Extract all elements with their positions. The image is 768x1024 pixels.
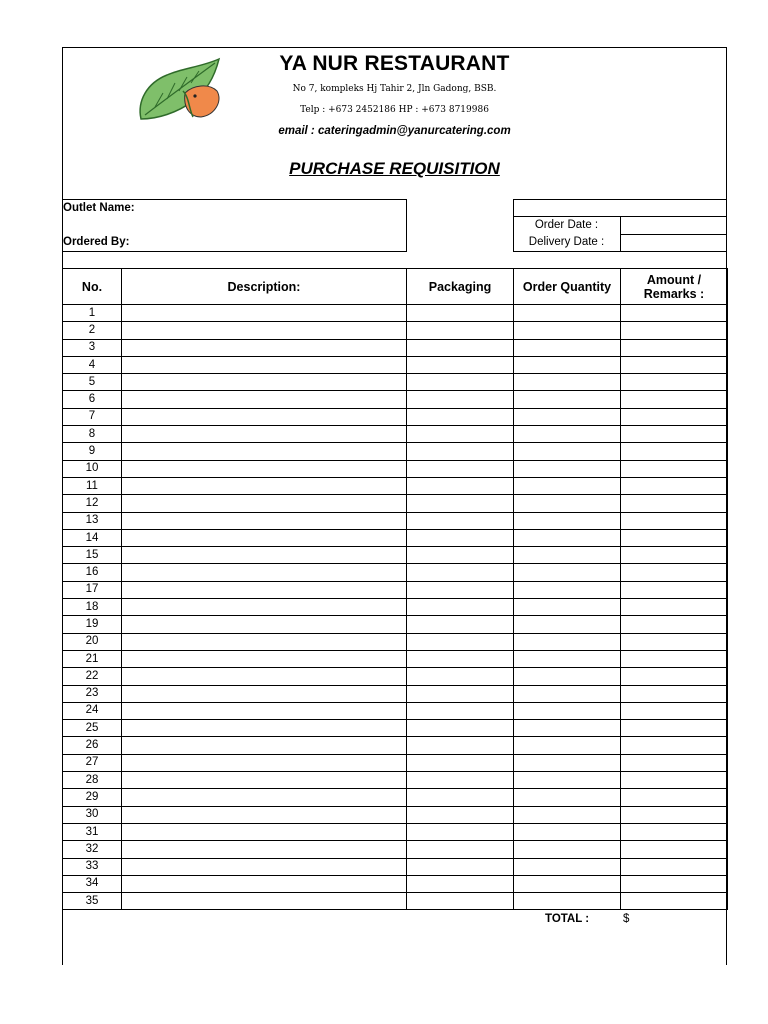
amount-remarks-cell[interactable] xyxy=(621,685,728,702)
order-quantity-cell[interactable] xyxy=(514,685,621,702)
amount-remarks-cell[interactable] xyxy=(621,702,728,719)
packaging-cell[interactable] xyxy=(407,772,514,789)
amount-remarks-cell[interactable] xyxy=(621,356,728,373)
order-quantity-cell[interactable] xyxy=(514,841,621,858)
order-quantity-cell[interactable] xyxy=(514,806,621,823)
column-header-no: No. xyxy=(63,269,122,305)
packaging-cell[interactable] xyxy=(407,702,514,719)
table-row xyxy=(63,460,728,477)
packaging-cell[interactable] xyxy=(407,858,514,875)
row-number: 21 xyxy=(63,650,122,667)
order-quantity-cell[interactable] xyxy=(514,702,621,719)
table-row xyxy=(63,426,728,443)
description-cell[interactable] xyxy=(122,633,407,650)
table-row xyxy=(63,875,728,892)
order-quantity-cell[interactable] xyxy=(514,772,621,789)
row-number: 2 xyxy=(63,322,122,339)
order-quantity-cell[interactable] xyxy=(514,529,621,546)
order-quantity-cell[interactable] xyxy=(514,408,621,425)
row-number: 13 xyxy=(63,512,122,529)
row-number: 28 xyxy=(63,772,122,789)
table-row xyxy=(63,616,728,633)
description-cell[interactable] xyxy=(122,305,407,322)
table-row xyxy=(63,529,728,546)
order-quantity-cell[interactable] xyxy=(514,858,621,875)
order-quantity-cell[interactable] xyxy=(514,875,621,892)
description-cell[interactable] xyxy=(122,823,407,840)
amount-remarks-cell[interactable] xyxy=(621,391,728,408)
table-row xyxy=(63,477,728,494)
order-date-field[interactable] xyxy=(621,217,726,233)
description-cell[interactable] xyxy=(122,599,407,616)
amount-remarks-cell[interactable] xyxy=(621,650,728,667)
packaging-cell[interactable] xyxy=(407,356,514,373)
amount-remarks-cell[interactable] xyxy=(621,633,728,650)
row-number: 11 xyxy=(63,477,122,494)
description-cell[interactable] xyxy=(122,875,407,892)
packaging-cell[interactable] xyxy=(407,322,514,339)
packaging-cell[interactable] xyxy=(407,737,514,754)
table-row xyxy=(63,668,728,685)
row-number: 20 xyxy=(63,633,122,650)
table-row xyxy=(63,443,728,460)
description-cell[interactable] xyxy=(122,841,407,858)
table-row xyxy=(63,322,728,339)
packaging-cell[interactable] xyxy=(407,477,514,494)
table-row xyxy=(63,893,728,910)
order-quantity-cell[interactable] xyxy=(514,893,621,910)
row-number: 4 xyxy=(63,356,122,373)
description-cell[interactable] xyxy=(122,322,407,339)
row-number: 1 xyxy=(63,305,122,322)
table-row xyxy=(63,650,728,667)
row-number: 5 xyxy=(63,374,122,391)
packaging-cell[interactable] xyxy=(407,529,514,546)
order-quantity-cell[interactable] xyxy=(514,426,621,443)
amount-remarks-cell[interactable] xyxy=(621,581,728,598)
description-cell[interactable] xyxy=(122,858,407,875)
amount-remarks-cell[interactable] xyxy=(621,823,728,840)
order-quantity-cell[interactable] xyxy=(514,322,621,339)
description-cell[interactable] xyxy=(122,789,407,806)
table-row xyxy=(63,356,728,373)
packaging-cell[interactable] xyxy=(407,893,514,910)
description-cell[interactable] xyxy=(122,893,407,910)
row-number: 26 xyxy=(63,737,122,754)
row-number: 25 xyxy=(63,720,122,737)
column-header-packaging: Packaging xyxy=(407,269,514,305)
order-quantity-cell[interactable] xyxy=(514,477,621,494)
table-row xyxy=(63,858,728,875)
packaging-cell[interactable] xyxy=(407,650,514,667)
row-number: 22 xyxy=(63,668,122,685)
order-quantity-cell[interactable] xyxy=(514,374,621,391)
order-quantity-cell[interactable] xyxy=(514,443,621,460)
amount-remarks-cell[interactable] xyxy=(621,841,728,858)
table-row xyxy=(63,564,728,581)
amount-remarks-cell[interactable] xyxy=(621,322,728,339)
table-row xyxy=(63,823,728,840)
description-cell[interactable] xyxy=(122,772,407,789)
description-cell[interactable] xyxy=(122,460,407,477)
packaging-cell[interactable] xyxy=(407,599,514,616)
amount-remarks-cell[interactable] xyxy=(621,806,728,823)
column-header-description: Description: xyxy=(122,269,407,305)
amount-remarks-cell[interactable] xyxy=(621,737,728,754)
row-number: 19 xyxy=(63,616,122,633)
order-quantity-cell[interactable] xyxy=(514,823,621,840)
description-cell[interactable] xyxy=(122,702,407,719)
order-quantity-cell[interactable] xyxy=(514,339,621,356)
items-table xyxy=(62,268,728,910)
order-quantity-cell[interactable] xyxy=(514,650,621,667)
order-quantity-cell[interactable] xyxy=(514,754,621,771)
table-row xyxy=(63,841,728,858)
packaging-cell[interactable] xyxy=(407,789,514,806)
order-quantity-cell[interactable] xyxy=(514,564,621,581)
packaging-cell[interactable] xyxy=(407,823,514,840)
packaging-cell[interactable] xyxy=(407,408,514,425)
table-row xyxy=(63,633,728,650)
row-number: 23 xyxy=(63,685,122,702)
row-number: 18 xyxy=(63,599,122,616)
amount-remarks-cell[interactable] xyxy=(621,477,728,494)
packaging-cell[interactable] xyxy=(407,443,514,460)
table-row xyxy=(63,547,728,564)
total-label: TOTAL : xyxy=(545,913,590,925)
row-number: 29 xyxy=(63,789,122,806)
packaging-cell[interactable] xyxy=(407,875,514,892)
amount-remarks-cell[interactable] xyxy=(621,512,728,529)
order-quantity-cell[interactable] xyxy=(514,512,621,529)
table-row xyxy=(63,789,728,806)
amount-remarks-cell[interactable] xyxy=(621,529,728,546)
table-row xyxy=(63,806,728,823)
packaging-cell[interactable] xyxy=(407,754,514,771)
order-date-label: Order Date : xyxy=(534,219,599,231)
order-quantity-cell[interactable] xyxy=(514,616,621,633)
row-number: 3 xyxy=(63,339,122,356)
description-cell[interactable] xyxy=(122,668,407,685)
amount-remarks-cell[interactable] xyxy=(621,720,728,737)
row-number: 16 xyxy=(63,564,122,581)
row-number: 14 xyxy=(63,529,122,546)
description-cell[interactable] xyxy=(122,685,407,702)
description-cell[interactable] xyxy=(122,408,407,425)
amount-remarks-cell[interactable] xyxy=(621,875,728,892)
amount-remarks-cell[interactable] xyxy=(621,599,728,616)
packaging-cell[interactable] xyxy=(407,581,514,598)
packaging-cell[interactable] xyxy=(407,633,514,650)
row-number: 30 xyxy=(63,806,122,823)
table-row xyxy=(63,374,728,391)
row-number: 6 xyxy=(63,391,122,408)
row-number: 12 xyxy=(63,495,122,512)
amount-remarks-cell[interactable] xyxy=(621,754,728,771)
order-quantity-cell[interactable] xyxy=(514,581,621,598)
row-number: 32 xyxy=(63,841,122,858)
amount-remarks-cell[interactable] xyxy=(621,408,728,425)
amount-remarks-cell[interactable] xyxy=(621,374,728,391)
description-cell[interactable] xyxy=(122,529,407,546)
description-cell[interactable] xyxy=(122,737,407,754)
description-cell[interactable] xyxy=(122,720,407,737)
amount-remarks-cell[interactable] xyxy=(621,443,728,460)
order-quantity-cell[interactable] xyxy=(514,737,621,754)
table-row xyxy=(63,599,728,616)
packaging-cell[interactable] xyxy=(407,374,514,391)
table-row xyxy=(63,581,728,598)
row-number: 9 xyxy=(63,443,122,460)
row-number: 10 xyxy=(63,460,122,477)
packaging-cell[interactable] xyxy=(407,668,514,685)
description-cell[interactable] xyxy=(122,426,407,443)
table-row xyxy=(63,685,728,702)
amount-remarks-cell[interactable] xyxy=(621,426,728,443)
amount-remarks-cell[interactable] xyxy=(621,339,728,356)
packaging-cell[interactable] xyxy=(407,495,514,512)
table-row xyxy=(63,720,728,737)
description-cell[interactable] xyxy=(122,512,407,529)
packaging-cell[interactable] xyxy=(407,305,514,322)
table-row xyxy=(63,772,728,789)
order-quantity-cell[interactable] xyxy=(514,391,621,408)
ordered-by-label: Ordered By: xyxy=(63,236,130,248)
packaging-cell[interactable] xyxy=(407,547,514,564)
packaging-cell[interactable] xyxy=(407,512,514,529)
order-quantity-cell[interactable] xyxy=(514,547,621,564)
order-quantity-cell[interactable] xyxy=(514,305,621,322)
packaging-cell[interactable] xyxy=(407,806,514,823)
description-cell[interactable] xyxy=(122,564,407,581)
table-row xyxy=(63,339,728,356)
description-cell[interactable] xyxy=(122,339,407,356)
table-header-row xyxy=(63,269,728,305)
restaurant-name: YA NUR RESTAURANT xyxy=(279,52,510,75)
row-number: 17 xyxy=(63,581,122,598)
packaging-cell[interactable] xyxy=(407,685,514,702)
packaging-cell[interactable] xyxy=(407,460,514,477)
delivery-date-label: Delivery Date : xyxy=(528,236,605,248)
row-number: 24 xyxy=(63,702,122,719)
description-cell[interactable] xyxy=(122,443,407,460)
packaging-cell[interactable] xyxy=(407,564,514,581)
description-cell[interactable] xyxy=(122,806,407,823)
row-number: 8 xyxy=(63,426,122,443)
amount-remarks-cell[interactable] xyxy=(621,789,728,806)
table-row xyxy=(63,391,728,408)
description-cell[interactable] xyxy=(122,650,407,667)
total-currency: $ xyxy=(623,913,630,925)
description-cell[interactable] xyxy=(122,374,407,391)
order-quantity-cell[interactable] xyxy=(514,356,621,373)
outlet-name-label: Outlet Name: xyxy=(63,202,135,214)
table-row xyxy=(63,737,728,754)
table-row xyxy=(63,305,728,322)
row-number: 27 xyxy=(63,754,122,771)
order-quantity-cell[interactable] xyxy=(514,668,621,685)
amount-remarks-cell[interactable] xyxy=(621,616,728,633)
document-title: PURCHASE REQUISITION xyxy=(289,159,500,178)
order-quantity-cell[interactable] xyxy=(514,633,621,650)
column-header-amount-remarks: Amount / Remarks : xyxy=(621,269,728,305)
packaging-cell[interactable] xyxy=(407,391,514,408)
row-number: 7 xyxy=(63,408,122,425)
table-row xyxy=(63,408,728,425)
row-number: 31 xyxy=(63,823,122,840)
amount-remarks-cell[interactable] xyxy=(621,564,728,581)
restaurant-phone: Telp : +673 2452186 HP : +673 8719986 xyxy=(300,105,489,115)
delivery-date-field[interactable] xyxy=(621,235,726,251)
table-row xyxy=(63,754,728,771)
order-quantity-cell[interactable] xyxy=(514,599,621,616)
row-number: 34 xyxy=(63,875,122,892)
order-quantity-cell[interactable] xyxy=(514,720,621,737)
description-cell[interactable] xyxy=(122,754,407,771)
description-cell[interactable] xyxy=(122,495,407,512)
order-quantity-cell[interactable] xyxy=(514,495,621,512)
amount-remarks-cell[interactable] xyxy=(621,893,728,910)
packaging-cell[interactable] xyxy=(407,841,514,858)
packaging-cell[interactable] xyxy=(407,339,514,356)
amount-remarks-cell[interactable] xyxy=(621,495,728,512)
amount-remarks-cell[interactable] xyxy=(621,858,728,875)
description-cell[interactable] xyxy=(122,356,407,373)
description-cell[interactable] xyxy=(122,581,407,598)
amount-remarks-cell[interactable] xyxy=(621,547,728,564)
amount-remarks-cell[interactable] xyxy=(621,668,728,685)
description-cell[interactable] xyxy=(122,547,407,564)
table-row xyxy=(63,495,728,512)
packaging-cell[interactable] xyxy=(407,616,514,633)
row-number: 33 xyxy=(63,858,122,875)
packaging-cell[interactable] xyxy=(407,720,514,737)
amount-remarks-cell[interactable] xyxy=(621,772,728,789)
order-quantity-cell[interactable] xyxy=(514,460,621,477)
packaging-cell[interactable] xyxy=(407,426,514,443)
table-row xyxy=(63,702,728,719)
description-cell[interactable] xyxy=(122,616,407,633)
amount-remarks-cell[interactable] xyxy=(621,305,728,322)
row-number: 35 xyxy=(63,893,122,910)
table-row xyxy=(63,512,728,529)
restaurant-email: email : cateringadmin@yanurcatering.com xyxy=(278,125,511,137)
description-cell[interactable] xyxy=(122,477,407,494)
restaurant-address: No 7, kompleks Hj Tahir 2, Jln Gadong, BSB. xyxy=(292,84,497,94)
description-cell[interactable] xyxy=(122,391,407,408)
order-quantity-cell[interactable] xyxy=(514,789,621,806)
row-number: 15 xyxy=(63,547,122,564)
amount-remarks-cell[interactable] xyxy=(621,460,728,477)
column-header-order-quantity: Order Quantity xyxy=(514,269,621,305)
